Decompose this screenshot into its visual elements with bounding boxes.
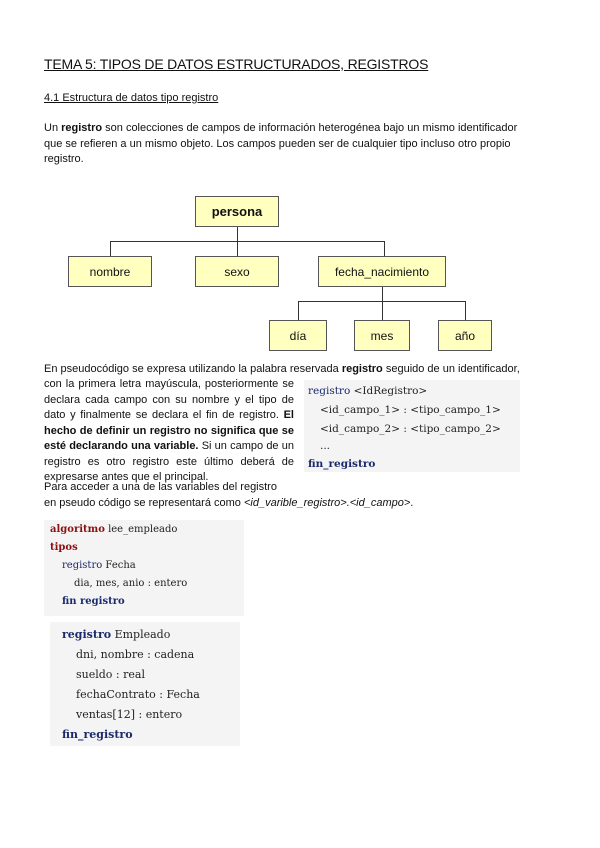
code-keyword: fin_registro bbox=[308, 458, 376, 470]
code-text: <IdRegistro> bbox=[350, 385, 428, 397]
code-line: <id_campo_2> : <tipo_campo_2> bbox=[320, 423, 501, 435]
diagram-root-persona: persona bbox=[195, 196, 279, 227]
intro-text-after: son colecciones de campos de información heterogénea bajo un mismo identificador que se refieren a un mismo objeto. Los campos pueden ser de cualquier tipo incluso otro propio registro. bbox=[44, 122, 518, 165]
access-text: en pseudo código se representará como bbox=[44, 496, 244, 509]
code-text: Empleado bbox=[111, 628, 171, 641]
code-line bbox=[308, 385, 427, 397]
code-line: <id_campo_1> : <tipo_campo_1> bbox=[320, 404, 501, 416]
connector bbox=[237, 227, 238, 241]
code-keyword: algoritmo bbox=[50, 524, 105, 535]
access-notation: <id_varible_registro>.<id_campo> bbox=[243, 496, 411, 509]
connector bbox=[382, 287, 383, 301]
connector bbox=[237, 241, 238, 257]
connector bbox=[110, 241, 384, 242]
access-line-1: Para acceder a una de las variables del registro bbox=[44, 481, 277, 493]
code-line: dni, nombre : cadena bbox=[76, 648, 195, 661]
code-line bbox=[62, 628, 170, 641]
code-line: sueldo : real bbox=[76, 668, 145, 681]
section-heading: 4.1 Estructura de datos tipo registro bbox=[44, 92, 219, 104]
code-keyword: fin registro bbox=[62, 596, 125, 607]
code-line: ... bbox=[320, 440, 331, 452]
declaration-text-end: Si un campo de un registro es otro registro este último deberá de expresarse antes que el principal. bbox=[44, 440, 294, 483]
access-paragraph bbox=[44, 480, 544, 511]
code-line bbox=[50, 524, 177, 535]
code-text: lee_empleado bbox=[104, 524, 178, 535]
code-line: ventas[12] : entero bbox=[76, 708, 183, 721]
access-text-end: . bbox=[410, 496, 414, 509]
code-text: Fecha bbox=[102, 560, 136, 571]
diagram-leaf-dia: día bbox=[269, 320, 327, 351]
diagram-leaf-mes: mes bbox=[354, 320, 410, 351]
pseudo-intro-line bbox=[44, 362, 536, 378]
pseudo-text-after: seguido de un identificador, bbox=[382, 363, 520, 375]
pseudo-text-before: En pseudocódigo se expresa utilizando la palabra reservada bbox=[44, 363, 342, 375]
code-keyword: registro bbox=[62, 560, 103, 571]
declaration-bold-note: El hecho de definir un registro no significa que se esté declarando una variable. bbox=[44, 409, 294, 452]
syntax-code-block bbox=[304, 380, 520, 472]
intro-text-before: Un bbox=[44, 122, 62, 134]
code-keyword: tipos bbox=[50, 542, 78, 553]
code-keyword: registro bbox=[308, 385, 351, 397]
access-line-2 bbox=[44, 496, 544, 512]
code-keyword: fin_registro bbox=[62, 728, 133, 741]
connector bbox=[298, 301, 299, 320]
example-code-block-empleado bbox=[50, 622, 240, 746]
example-code-block-tipos bbox=[44, 520, 244, 616]
diagram-child-nombre: nombre bbox=[68, 256, 152, 287]
code-line: dia, mes, anio : entero bbox=[74, 578, 188, 589]
page-title: TEMA 5: TIPOS DE DATOS ESTRUCTURADOS, REGISTROS bbox=[44, 56, 429, 72]
diagram-leaf-anio: año bbox=[438, 320, 492, 351]
declaration-paragraph bbox=[44, 377, 294, 486]
code-keyword: registro bbox=[62, 628, 112, 641]
pseudo-bold-keyword: registro bbox=[341, 363, 383, 375]
declaration-text: con la primera letra mayúscula, posteriormente se declara cada campo con su nombre y el tipo de dato y finalmente se declara el fin de registro. bbox=[44, 378, 294, 421]
intro-paragraph bbox=[44, 121, 534, 168]
code-line bbox=[62, 560, 136, 571]
connector bbox=[384, 241, 385, 257]
diagram-child-sexo: sexo bbox=[195, 256, 279, 287]
connector bbox=[110, 241, 111, 257]
code-line: fechaContrato : Fecha bbox=[76, 688, 200, 701]
connector bbox=[382, 301, 383, 320]
diagram-child-fecha-nacimiento: fecha_nacimiento bbox=[318, 256, 446, 287]
intro-bold-term: registro bbox=[61, 122, 103, 134]
connector bbox=[465, 301, 466, 320]
